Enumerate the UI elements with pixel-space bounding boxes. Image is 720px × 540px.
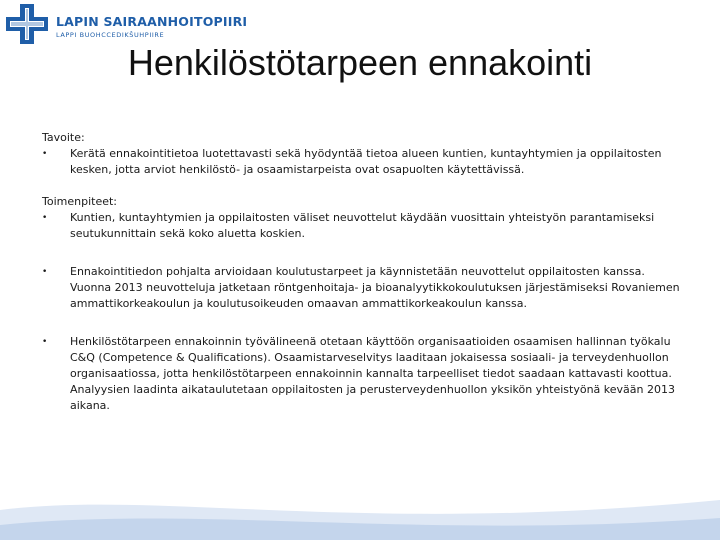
bullet-icon: • <box>42 149 48 159</box>
bullet-icon: • <box>42 337 48 347</box>
actions-bullet <box>42 334 682 414</box>
slide-content <box>42 130 682 414</box>
actions-bullet <box>42 264 682 312</box>
goals-label: Tavoite: <box>42 131 85 144</box>
bullet-text: Kerätä ennakointitietoa luotettavasti sekä hyödyntää tietoa alueen kuntien, kuntayhtymien ja oppilaitosten kesken, jotta arviot henkilöstö- ja osaamistarpeista ovat osapuolten käytettävissä. <box>70 147 662 176</box>
cross-logo-icon <box>6 4 48 44</box>
organization-logo <box>6 4 248 44</box>
actions-label: Toimenpiteet: <box>42 195 117 208</box>
goals-bullet <box>42 146 682 178</box>
organization-name: LAPIN SAIRAANHOITOPIIRI <box>56 14 248 29</box>
organization-subname: LAPPI BUOHCCEDIKŠUHPIIRE <box>56 31 165 39</box>
actions-bullet <box>42 210 682 242</box>
bullet-icon: • <box>42 267 48 277</box>
bullet-text: Ennakointitiedon pohjalta arvioidaan koulutustarpeet ja käynnistetään neuvottelut oppilaitosten kanssa. Vuonna 2013 neuvotteluja jatketaan röntgenhoitaja- ja bioanalyytikkokoulutuksen järjestämiseksi Rovaniemen ammattikorkeakoulun ja koulutusoikeuden omaavan ammattikorkeakoulun kanssa. <box>70 265 680 310</box>
decorative-wave <box>0 480 720 540</box>
bullet-text: Henkilöstötarpeen ennakoinnin työvälineenä otetaan käyttöön organisaatioiden osaamisen hallinnan työkalu C&Q (Competence & Qualifications). Osaamistarveselvitys laaditaan jokaisessa sosiaali- ja terveydenhuollon organisaatiossa, jotta henkilöstötarpeen ennakoinnin kannalta tarpeelliset tiedot saadaan kattavasti koottua. Analyysien laadinta aikataulutetaan oppilaitosten ja perusterveydenhuollon yksikön yhteistyönä kevään 2013 aikana. <box>70 335 675 412</box>
bullet-text: Kuntien, kuntayhtymien ja oppilaitosten väliset neuvottelut käydään vuosittain yhteistyön parantamiseksi seutukunnittain sekä koko aluetta koskien. <box>70 211 655 240</box>
page-title: Henkilöstötarpeen ennakointi <box>127 42 593 83</box>
bullet-icon: • <box>42 213 48 223</box>
